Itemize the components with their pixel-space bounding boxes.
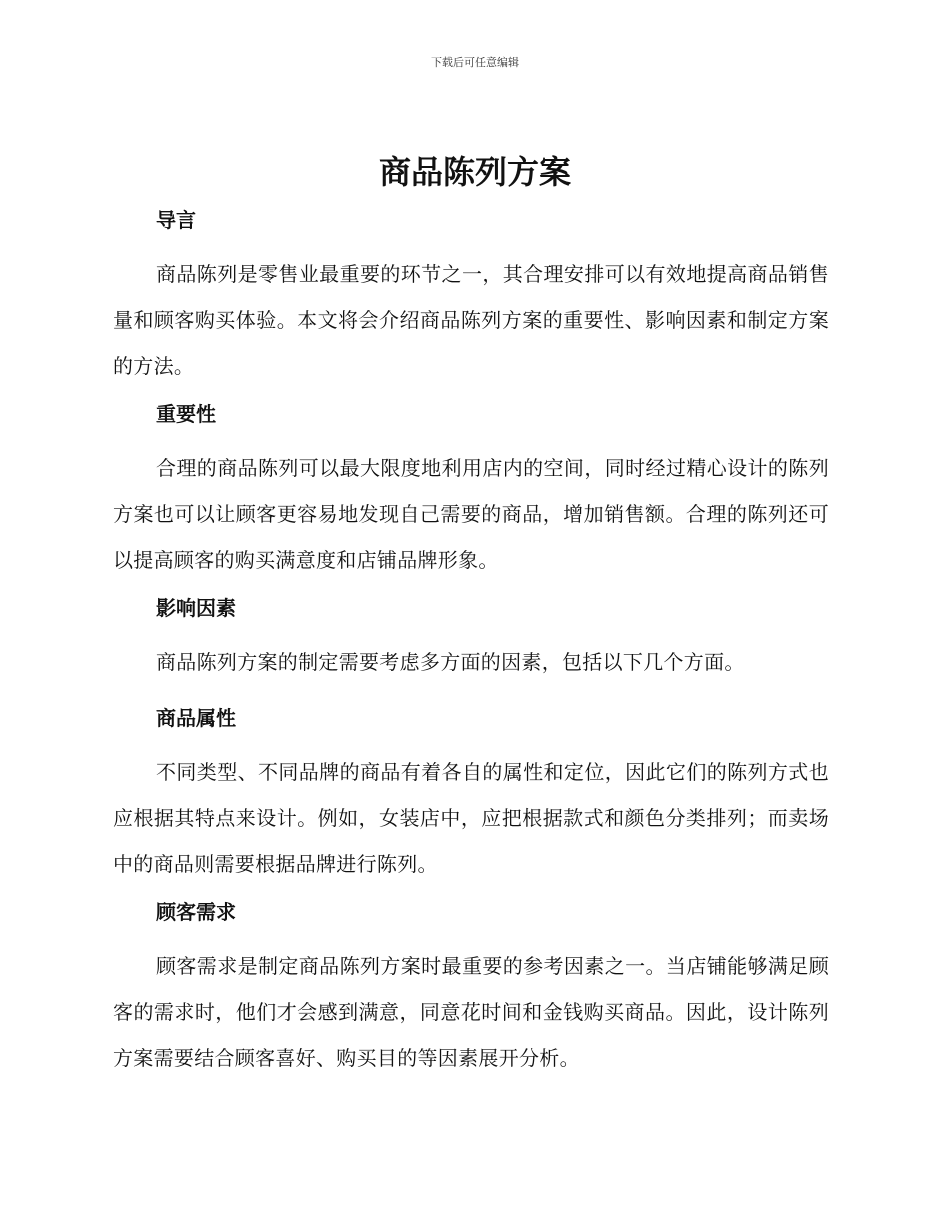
section-heading-factors: 影响因素 <box>156 596 236 620</box>
page-header-note: 下载后可任意编辑 <box>431 56 519 69</box>
section-body-intro: 商品陈列是零售业最重要的环节之一，其合理安排可以有效地提高商品销售量和顾客购买体验。本文将会介绍商品陈列方案的重要性、影响因素和制定方案的方法。 <box>113 262 829 378</box>
document-title: 商品陈列方案 <box>378 153 571 191</box>
section-heading-product-attributes: 商品属性 <box>156 706 236 730</box>
section-heading-customer-needs: 顾客需求 <box>156 900 236 924</box>
section-body-factors: 商品陈列方案的制定需要考虑多方面的因素，包括以下几个方面。 <box>156 650 745 674</box>
section-heading-importance: 重要性 <box>156 402 216 426</box>
section-body-customer-needs: 顾客需求是制定商品陈列方案时最重要的参考因素之一。当店铺能够满足顾客的需求时，他们才会感到满意，同意花时间和金钱购买商品。因此，设计陈列方案需要结合顾客喜好、购买目的等因素展开分析。 <box>113 954 829 1070</box>
section-body-importance: 合理的商品陈列可以最大限度地利用店内的空间，同时经过精心设计的陈列方案也可以让顾客更容易地发现自己需要的商品，增加销售额。合理的陈列还可以提高顾客的购买满意度和店铺品牌形象。 <box>113 456 829 572</box>
section-heading-intro: 导言 <box>156 208 196 232</box>
section-body-product-attributes: 不同类型、不同品牌的商品有着各自的属性和定位，因此它们的陈列方式也应根据其特点来设计。例如，女装店中，应把根据款式和颜色分类排列；而卖场中的商品则需要根据品牌进行陈列。 <box>113 760 829 876</box>
